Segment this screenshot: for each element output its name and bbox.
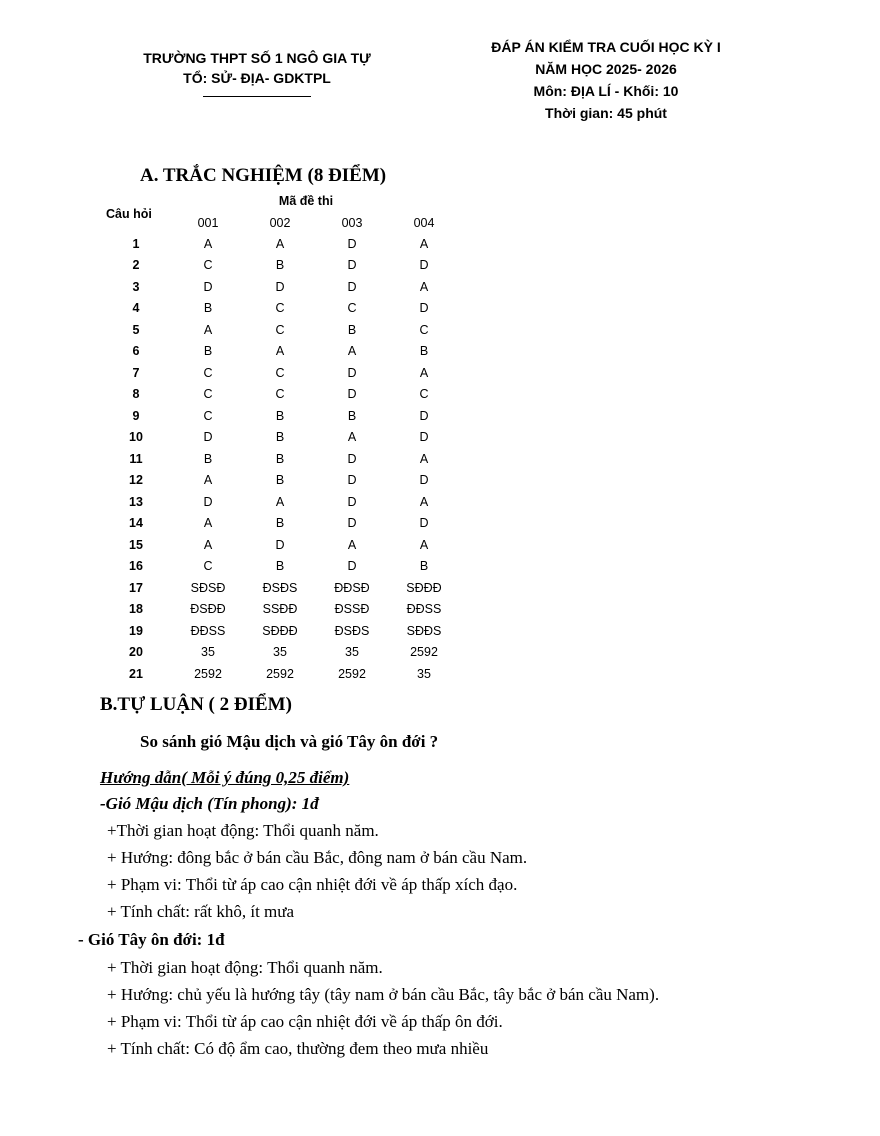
answer-table	[100, 213, 460, 685]
answer-cell: ĐĐSS	[190, 623, 226, 638]
answer-cell: ĐSĐS	[334, 623, 370, 638]
answer-cell: C	[419, 387, 429, 402]
answer-cell: D	[347, 494, 357, 509]
question-number: 6	[132, 344, 140, 359]
answer-cell: B	[203, 344, 213, 359]
question-column-label: Câu hỏi	[106, 207, 152, 221]
answer-cell: B	[203, 451, 213, 466]
question-number: 2	[132, 258, 140, 273]
header-spacer	[100, 213, 172, 233]
answer-cell: D	[275, 279, 285, 294]
question-number: 16	[129, 559, 143, 574]
exam-header	[450, 36, 762, 124]
school-year: NĂM HỌC 2025- 2026	[535, 61, 677, 77]
question-number: 14	[129, 516, 143, 531]
answer-cell: ĐSSĐ	[334, 602, 370, 617]
answer-cell: D	[203, 430, 213, 445]
question-number: 11	[129, 451, 143, 466]
answer-cell: A	[203, 516, 213, 531]
answer-cell: D	[419, 430, 429, 445]
answer-cell: B	[275, 473, 285, 488]
answer-cell: 2592	[266, 666, 294, 681]
question-number: 15	[129, 537, 143, 552]
answer-cell: D	[203, 494, 213, 509]
answer-cell: B	[419, 344, 429, 359]
answer-row	[100, 298, 460, 320]
answer-cell: A	[275, 236, 285, 251]
answer-cell: 2592	[338, 666, 366, 681]
answer-cell: B	[347, 322, 357, 337]
answer-cell: D	[347, 387, 357, 402]
westerlies-point: + Phạm vi: Thổi từ áp cao cận nhiệt đới về áp thấp ôn đới.	[107, 1012, 503, 1031]
answer-cell: C	[203, 559, 213, 574]
answer-row	[100, 427, 460, 449]
answer-cell: D	[347, 473, 357, 488]
answer-cell: D	[275, 537, 285, 552]
answer-cell: ĐĐSĐ	[334, 580, 370, 595]
answer-row	[100, 491, 460, 513]
question-number: 7	[132, 365, 140, 380]
answer-cell: 35	[273, 645, 287, 660]
school-header	[96, 48, 418, 88]
answer-cell: ĐĐSS	[406, 602, 442, 617]
question-number: 13	[129, 494, 143, 509]
answer-cell: C	[203, 258, 213, 273]
westerlies-point: + Tính chất: Có độ ẩm cao, thường đem theo mưa nhiều	[107, 1039, 489, 1058]
answer-cell: B	[203, 301, 213, 316]
answer-cell: B	[419, 559, 429, 574]
answer-cell: D	[419, 473, 429, 488]
answer-cell: C	[203, 387, 213, 402]
question-number: 1	[132, 236, 140, 251]
answer-cell: A	[275, 344, 285, 359]
answer-cell: A	[419, 365, 429, 380]
westerlies-point: + Thời gian hoạt động: Thổi quanh năm.	[107, 958, 383, 977]
answer-cell: A	[419, 537, 429, 552]
question-number: 19	[129, 623, 143, 638]
answer-cell: SĐĐS	[406, 623, 442, 638]
answer-cell: D	[347, 559, 357, 574]
answer-row	[100, 599, 460, 621]
answer-cell: B	[275, 408, 285, 423]
answer-cell: D	[203, 279, 213, 294]
answer-cell: C	[203, 408, 213, 423]
answer-cell: C	[275, 387, 285, 402]
question-number: 9	[132, 408, 140, 423]
exam-code-group-label: Mã đề thi	[278, 194, 334, 208]
header-underline	[203, 96, 311, 97]
trade-wind-point: + Tính chất: rất khô, ít mưa	[107, 902, 295, 921]
answer-row	[100, 341, 460, 363]
answer-cell: A	[203, 537, 213, 552]
answer-cell: SĐSĐ	[190, 580, 226, 595]
answer-cell: A	[419, 236, 429, 251]
answer-cell: D	[347, 279, 357, 294]
answer-cell: A	[419, 494, 429, 509]
answer-cell: B	[275, 559, 285, 574]
question-number: 17	[129, 580, 143, 595]
answer-cell: A	[275, 494, 285, 509]
answer-cell: 35	[201, 645, 215, 660]
answer-cell: D	[419, 408, 429, 423]
section-a-title: A. TRẮC NGHIỆM (8 ĐIỂM)	[140, 165, 387, 186]
department-name: TỔ: SỬ- ĐỊA- GDKTPL	[183, 70, 331, 86]
answer-cell: A	[203, 473, 213, 488]
answer-cell: D	[347, 365, 357, 380]
question-number: 12	[129, 473, 143, 488]
answer-cell: ĐSĐS	[262, 580, 298, 595]
answer-cell: ĐSĐĐ	[190, 602, 226, 617]
trade-wind-point: + Hướng: đông bắc ở bán cầu Bắc, đông nam ở bán cầu Nam.	[107, 848, 528, 867]
answer-cell: A	[347, 430, 357, 445]
answer-cell: A	[347, 537, 357, 552]
answer-cell: C	[275, 301, 285, 316]
answer-cell: B	[275, 430, 285, 445]
answer-cell: C	[419, 322, 429, 337]
answer-cell: D	[347, 258, 357, 273]
answer-cell: A	[419, 279, 429, 294]
subject-grade: Môn: ĐỊA LÍ - Khối: 10	[533, 83, 679, 99]
question-number: 8	[132, 387, 140, 402]
question-number: 5	[132, 322, 140, 337]
answer-cell: D	[419, 301, 429, 316]
question-number: 18	[129, 602, 143, 617]
exam-code-header: 001	[197, 216, 219, 230]
answer-row	[100, 233, 460, 255]
question-number: 21	[129, 666, 143, 681]
answer-cell: B	[275, 516, 285, 531]
answer-row	[100, 577, 460, 599]
trade-wind-point: + Phạm vi: Thổi từ áp cao cận nhiệt đới về áp thấp xích đạo.	[107, 875, 518, 894]
answer-row	[100, 556, 460, 578]
answer-cell: C	[275, 322, 285, 337]
trade-wind-title: -Gió Mậu dịch (Tín phong): 1đ	[100, 794, 319, 813]
section-b-title: B.TỰ LUẬN ( 2 ĐIỂM)	[100, 694, 292, 715]
exam-code-header: 003	[341, 216, 363, 230]
exam-code-header: 004	[413, 216, 435, 230]
answer-cell: A	[347, 344, 357, 359]
answer-row	[100, 513, 460, 535]
answer-cell: 35	[417, 666, 431, 681]
westerlies-point: + Hướng: chủ yếu là hướng tây (tây nam ở bán cầu Bắc, tây bắc ở bán cầu Nam).	[107, 985, 660, 1004]
answer-cell: A	[203, 322, 213, 337]
answer-row	[100, 405, 460, 427]
answer-cell: B	[275, 258, 285, 273]
answer-row	[100, 620, 460, 642]
answer-cell: SĐĐĐ	[262, 623, 298, 638]
answer-cell: D	[347, 236, 357, 251]
answer-cell: D	[347, 516, 357, 531]
answer-row	[100, 642, 460, 664]
answer-cell: 35	[345, 645, 359, 660]
answer-row	[100, 448, 460, 470]
answer-row	[100, 255, 460, 277]
answer-row	[100, 663, 460, 685]
answer-cell: SSĐĐ	[262, 602, 298, 617]
question-number: 4	[132, 301, 140, 316]
answer-cell: D	[347, 451, 357, 466]
answer-row	[100, 362, 460, 384]
answer-row	[100, 319, 460, 341]
question-number: 3	[132, 279, 140, 294]
answer-table-header	[100, 213, 460, 233]
answer-cell: C	[275, 365, 285, 380]
question-number: 20	[129, 645, 143, 660]
answer-row	[100, 276, 460, 298]
answer-cell: A	[203, 236, 213, 251]
answer-cell: B	[275, 451, 285, 466]
trade-wind-point: +Thời gian hoạt động: Thổi quanh năm.	[107, 821, 379, 840]
exam-code-header: 002	[269, 216, 291, 230]
exam-title: ĐÁP ÁN KIỂM TRA CUỐI HỌC KỲ I	[491, 39, 721, 55]
answer-cell: 2592	[410, 645, 438, 660]
answer-cell: A	[419, 451, 429, 466]
answer-cell: C	[203, 365, 213, 380]
answer-row	[100, 534, 460, 556]
westerlies-title: - Gió Tây ôn đới: 1đ	[78, 930, 225, 949]
question-number: 10	[129, 430, 143, 445]
answer-row	[100, 384, 460, 406]
answer-cell: D	[419, 258, 429, 273]
answer-cell: 2592	[194, 666, 222, 681]
answer-cell: C	[347, 301, 357, 316]
essay-question: So sánh gió Mậu dịch và gió Tây ôn đới ?	[140, 732, 439, 751]
answer-cell: D	[419, 516, 429, 531]
answer-cell: B	[347, 408, 357, 423]
answer-row	[100, 470, 460, 492]
exam-duration: Thời gian: 45 phút	[545, 105, 667, 121]
school-name: TRƯỜNG THPT SỐ 1 NGÔ GIA TỰ	[143, 50, 371, 66]
answer-cell: SĐĐĐ	[406, 580, 442, 595]
grading-guide: Hướng dẫn( Mỗi ý đúng 0,25 điểm)	[100, 768, 350, 787]
